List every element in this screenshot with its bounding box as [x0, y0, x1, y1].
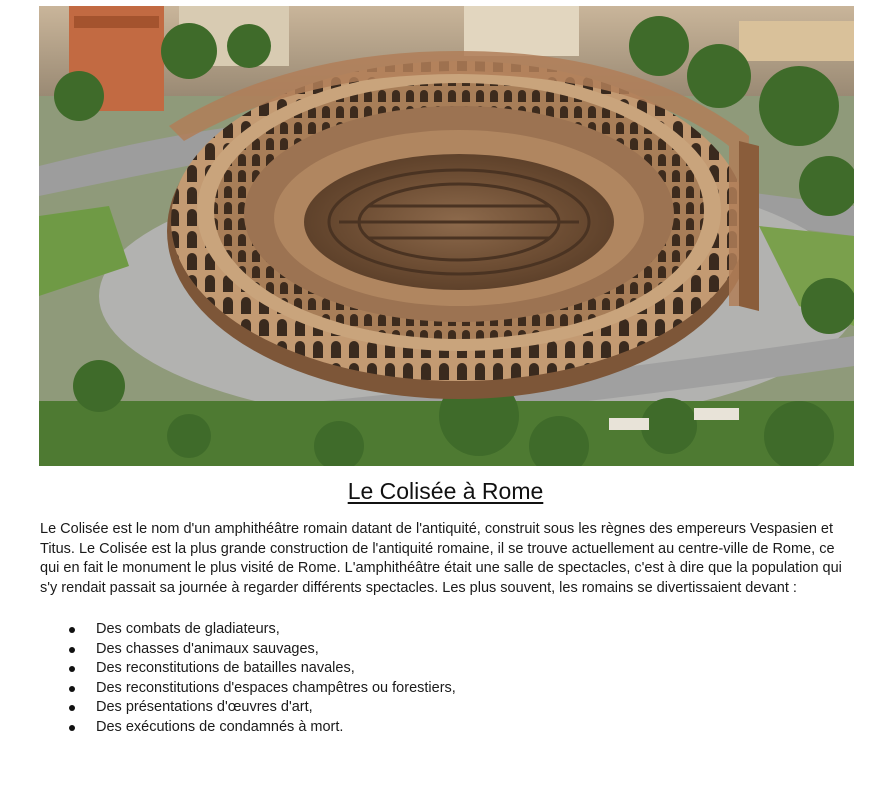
colosseum-aerial-photo: [39, 6, 854, 466]
list-item: Des reconstitutions de batailles navales,: [40, 659, 840, 679]
article-title: Le Colisée à Rome: [347, 478, 544, 504]
article-intro: Le Colisée est le nom d'un amphithéâtre romain datant de l'antiquité, construit sous les règnes des empereurs Vespasien et Titus. Le Colisée est la plus grande construction de l'antiquité romaine, il se trouve actuellement au centre-ville de Rome, ce qui en fait le monument le plus visité de Rome. L'amphithéâtre était une salle de spectacles, c'est à dire que la population qui s'y rendait passait sa journée à regarder différents spectacles. Les plus souvent, les romains se divertissaient devant :: [40, 521, 842, 596]
list-item: Des reconstitutions d'espaces champêtres ou forestiers,: [40, 679, 840, 699]
list-item: Des exécutions de condamnés à mort.: [40, 718, 840, 738]
list-item: Des chasses d'animaux sauvages,: [40, 640, 840, 660]
activities-list: [40, 620, 840, 737]
building-right: [464, 6, 579, 56]
list-item: Des combats de gladiateurs,: [40, 620, 840, 640]
list-item: Des présentations d'œuvres d'art,: [40, 698, 840, 718]
colosseum-illustration: [39, 6, 854, 466]
